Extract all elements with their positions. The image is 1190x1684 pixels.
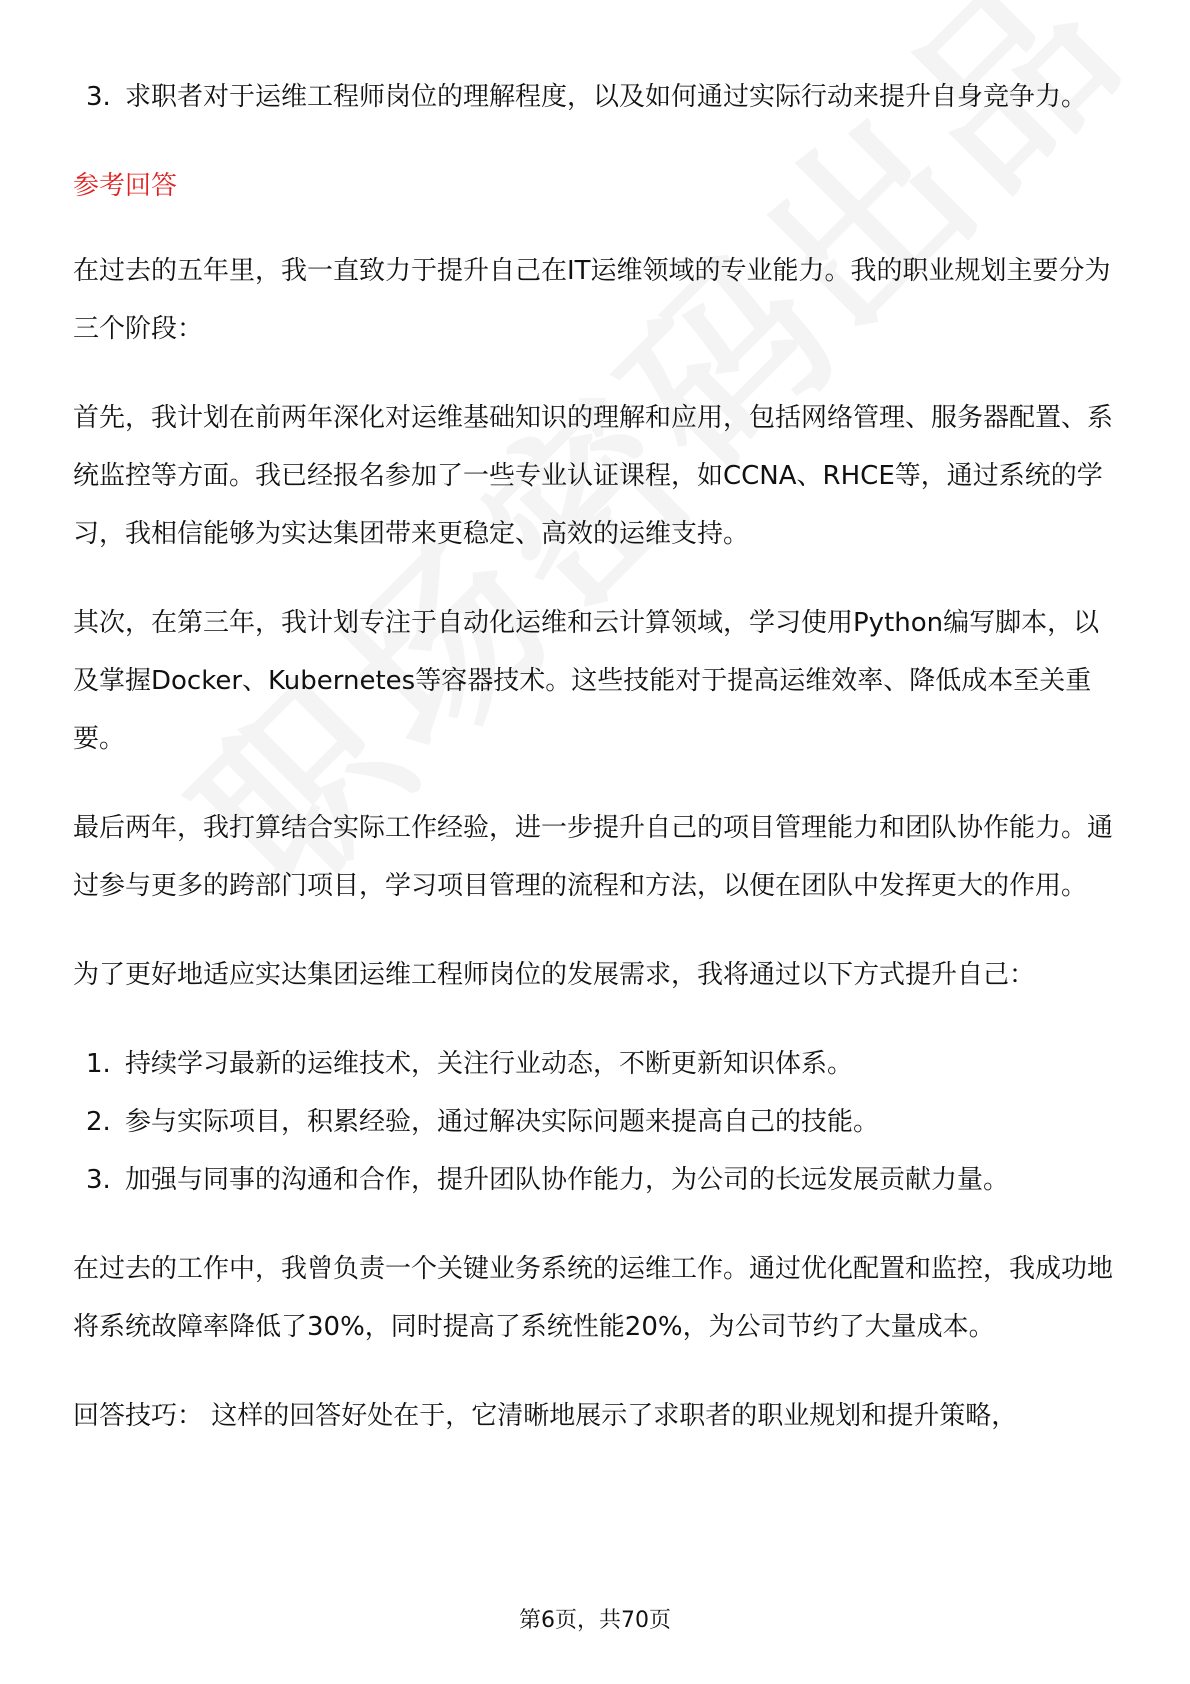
list-item-text: 加强与同事的沟通和合作，提升团队协作能力，为公司的长远发展贡献力量。 bbox=[125, 1165, 1010, 1195]
list-item-text: 持续学习最新的运维技术，关注行业动态，不断更新知识体系。 bbox=[125, 1049, 854, 1079]
paragraph-experience: 在过去的工作中，我曾负责一个关键业务系统的运维工作。通过优化配置和监控，我成功地将系统故障率降低了30%，同时提高了系统性能20%，为公司节约了大量成本。 bbox=[73, 1254, 1114, 1342]
paragraph-intro: 在过去的五年里，我一直致力于提升自己在IT运维领域的专业能力。我的职业规划主要分为三个阶段： bbox=[73, 256, 1111, 344]
section-heading: 参考回答 bbox=[73, 171, 178, 201]
question-list bbox=[73, 68, 1123, 126]
list-item bbox=[73, 1035, 1123, 1093]
paragraph-second-stage: 其次，在第三年，我计划专注于自动化运维和云计算领域，学习使用Python编写脚本，以及掌握Docker、Kubernetes等容器技术。这些技能对于提高运维效率、降低成本至关重要。 bbox=[73, 608, 1100, 754]
list-item bbox=[73, 1093, 1123, 1151]
list-item-number: 3. bbox=[86, 1165, 111, 1195]
list-item-text: 求职者对于运维工程师岗位的理解程度，以及如何通过实际行动来提升自身竞争力。 bbox=[125, 82, 1088, 112]
list-item-number: 3. bbox=[86, 82, 111, 112]
page-number-footer: 第6页，共70页 bbox=[519, 1608, 671, 1633]
list-item-number: 2. bbox=[86, 1107, 111, 1137]
page-content bbox=[73, 68, 1123, 1445]
paragraph-improvement-intro: 为了更好地适应实达集团运维工程师岗位的发展需求，我将通过以下方式提升自己： bbox=[73, 960, 1036, 990]
list-item bbox=[73, 1151, 1123, 1209]
list-item bbox=[73, 68, 1123, 126]
paragraph-tips: 回答技巧： 这样的回答好处在于，它清晰地展示了求职者的职业规划和提升策略， bbox=[73, 1401, 1018, 1431]
list-item-text: 参与实际项目，积累经验，通过解决实际问题来提高自己的技能。 bbox=[125, 1107, 880, 1137]
list-item-number: 1. bbox=[86, 1049, 111, 1079]
improvement-list bbox=[73, 1035, 1123, 1209]
paragraph-first-stage: 首先，我计划在前两年深化对运维基础知识的理解和应用，包括网络管理、服务器配置、系统监控等方面。我已经报名参加了一些专业认证课程，如CCNA、RHCE等，通过系统的学习，我相信能够为实达集团带来更稳定、高效的运维支持。 bbox=[73, 403, 1114, 549]
paragraph-final-stage: 最后两年，我打算结合实际工作经验，进一步提升自己的项目管理能力和团队协作能力。通过参与更多的跨部门项目，学习项目管理的流程和方法，以便在团队中发挥更大的作用。 bbox=[73, 813, 1114, 901]
